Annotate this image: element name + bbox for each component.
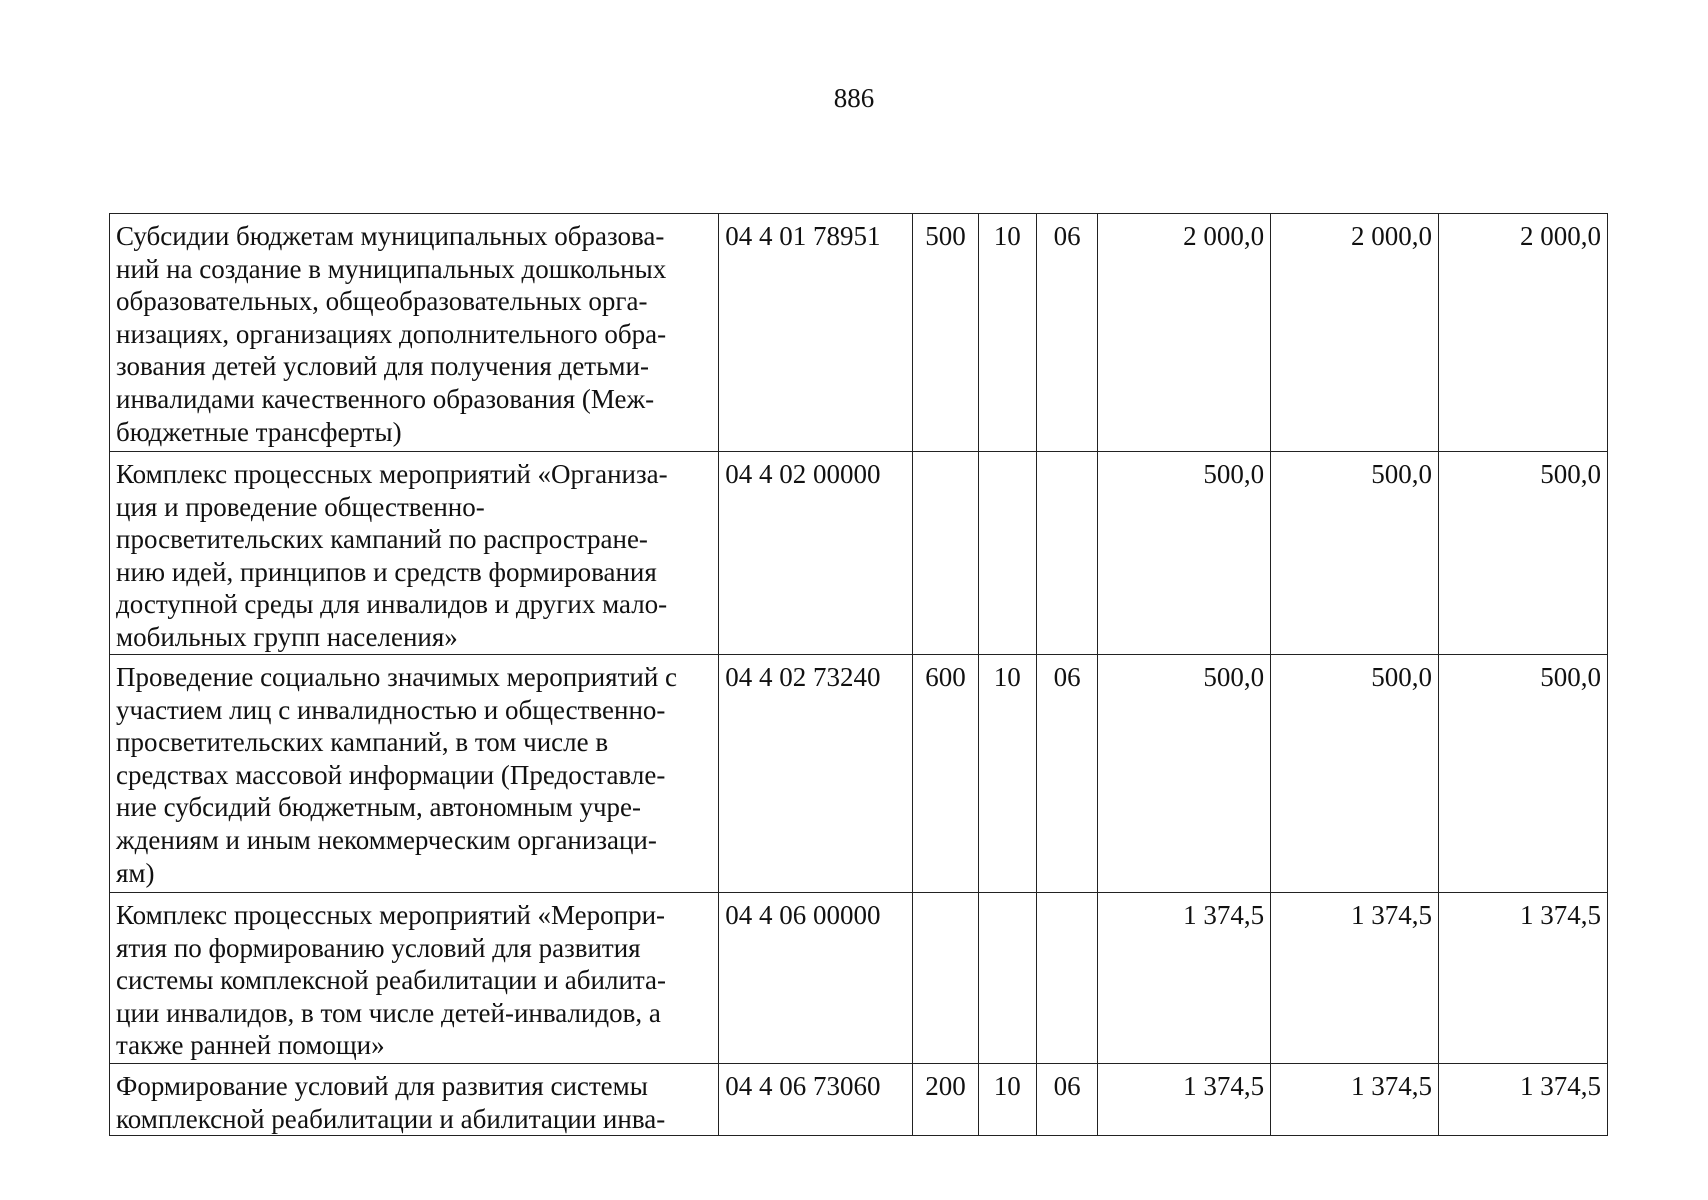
item-name-line: Комплекс процессных мероприятий «Меропри- bbox=[116, 900, 666, 930]
amount-year3-cell: 500,0 bbox=[1439, 655, 1608, 893]
expense-type-cell: 200 bbox=[913, 1064, 978, 1136]
item-name-cell bbox=[110, 214, 719, 452]
section-cell: 10 bbox=[978, 214, 1036, 452]
subsection-cell: 06 bbox=[1036, 1064, 1097, 1136]
item-name-line: мобильных групп населения» bbox=[116, 621, 458, 652]
amount-year1-cell: 1 374,5 bbox=[1098, 1064, 1271, 1136]
item-name-line: Проведение социально значимых мероприятий с bbox=[116, 662, 678, 692]
item-name-line: ция и проведение общественно- bbox=[116, 491, 485, 522]
amount-year2-cell: 500,0 bbox=[1271, 452, 1439, 655]
item-name-line: образовательных, общеобразовательных орга- bbox=[116, 286, 648, 317]
subsection-cell: 06 bbox=[1036, 214, 1097, 452]
amount-year2-cell: 1 374,5 bbox=[1271, 893, 1439, 1064]
item-name-cell bbox=[110, 655, 719, 893]
item-name-line: доступной среды для инвалидов и других мало- bbox=[116, 589, 668, 620]
item-name-line: Комплекс процессных мероприятий «Организа- bbox=[116, 459, 668, 489]
amount-year1-cell: 500,0 bbox=[1098, 452, 1271, 655]
item-name-cell bbox=[110, 1064, 719, 1136]
item-name-line: нию идей, принципов и средств формирования bbox=[116, 556, 657, 587]
budget-table bbox=[109, 213, 1608, 1136]
expense-type-cell bbox=[913, 452, 978, 655]
amount-year3-cell: 500,0 bbox=[1439, 452, 1608, 655]
item-name-line: средствах массовой информации (Предоставле- bbox=[116, 759, 666, 790]
section-cell bbox=[978, 452, 1036, 655]
item-name-line: Формирование условий для развития системы bbox=[116, 1071, 648, 1101]
amount-year1-cell: 1 374,5 bbox=[1098, 893, 1271, 1064]
table-row bbox=[110, 214, 1608, 452]
item-name-line: ний на создание в муниципальных дошкольных bbox=[116, 253, 667, 284]
page-number: 886 bbox=[833, 83, 875, 113]
item-name-line: низациях, организациях дополнительного обра- bbox=[116, 318, 667, 349]
item-name-line: системы комплексной реабилитации и абилита- bbox=[116, 965, 666, 996]
item-name-line: ждениям и иным некоммерческим организаци- bbox=[116, 824, 657, 855]
amount-year2-cell: 1 374,5 bbox=[1271, 1064, 1439, 1136]
target-code-cell: 04 4 01 78951 bbox=[719, 214, 913, 452]
section-cell: 10 bbox=[978, 655, 1036, 893]
amount-year3-cell: 1 374,5 bbox=[1439, 893, 1608, 1064]
section-cell: 10 bbox=[978, 1064, 1036, 1136]
expense-type-cell bbox=[913, 893, 978, 1064]
item-name-line: ям) bbox=[116, 857, 155, 888]
item-name-line: бюджетные трансферты) bbox=[116, 416, 402, 447]
table-row bbox=[110, 893, 1608, 1064]
item-name-line: Субсидии бюджетам муниципальных образова- bbox=[116, 221, 665, 251]
item-name-line: ятия по формированию условий для развития bbox=[116, 932, 641, 963]
item-name-line: ние субсидий бюджетным, автономным учре- bbox=[116, 792, 641, 823]
target-code-cell: 04 4 02 00000 bbox=[719, 452, 913, 655]
item-name-line: инвалидами качественного образования (Меж- bbox=[116, 383, 655, 414]
subsection-cell bbox=[1036, 893, 1097, 1064]
section-cell bbox=[978, 893, 1036, 1064]
target-code-cell: 04 4 06 00000 bbox=[719, 893, 913, 1064]
item-name-line: просветительских кампаний, в том числе в bbox=[116, 727, 609, 758]
item-name-line: ции инвалидов, в том числе детей-инвалидов, а bbox=[116, 997, 661, 1028]
target-code-cell: 04 4 06 73060 bbox=[719, 1064, 913, 1136]
amount-year3-cell: 1 374,5 bbox=[1439, 1064, 1608, 1136]
item-name-cell bbox=[110, 893, 719, 1064]
item-name-line: также ранней помощи» bbox=[116, 1030, 385, 1061]
subsection-cell bbox=[1036, 452, 1097, 655]
subsection-cell: 06 bbox=[1036, 655, 1097, 893]
amount-year2-cell: 500,0 bbox=[1271, 655, 1439, 893]
expense-type-cell: 600 bbox=[913, 655, 978, 893]
target-code-cell: 04 4 02 73240 bbox=[719, 655, 913, 893]
amount-year3-cell: 2 000,0 bbox=[1439, 214, 1608, 452]
amount-year2-cell: 2 000,0 bbox=[1271, 214, 1439, 452]
table-row bbox=[110, 1064, 1608, 1136]
item-name-line: комплексной реабилитации и абилитации инва- bbox=[116, 1103, 666, 1134]
table-row bbox=[110, 655, 1608, 893]
item-name-line: зования детей условий для получения детьми- bbox=[116, 351, 649, 382]
table-row bbox=[110, 452, 1608, 655]
item-name-line: просветительских кампаний по распростране- bbox=[116, 524, 648, 555]
amount-year1-cell: 500,0 bbox=[1098, 655, 1271, 893]
item-name-line: участием лиц с инвалидностью и общественно- bbox=[116, 694, 666, 725]
amount-year1-cell: 2 000,0 bbox=[1098, 214, 1271, 452]
item-name-cell bbox=[110, 452, 719, 655]
expense-type-cell: 500 bbox=[913, 214, 978, 452]
